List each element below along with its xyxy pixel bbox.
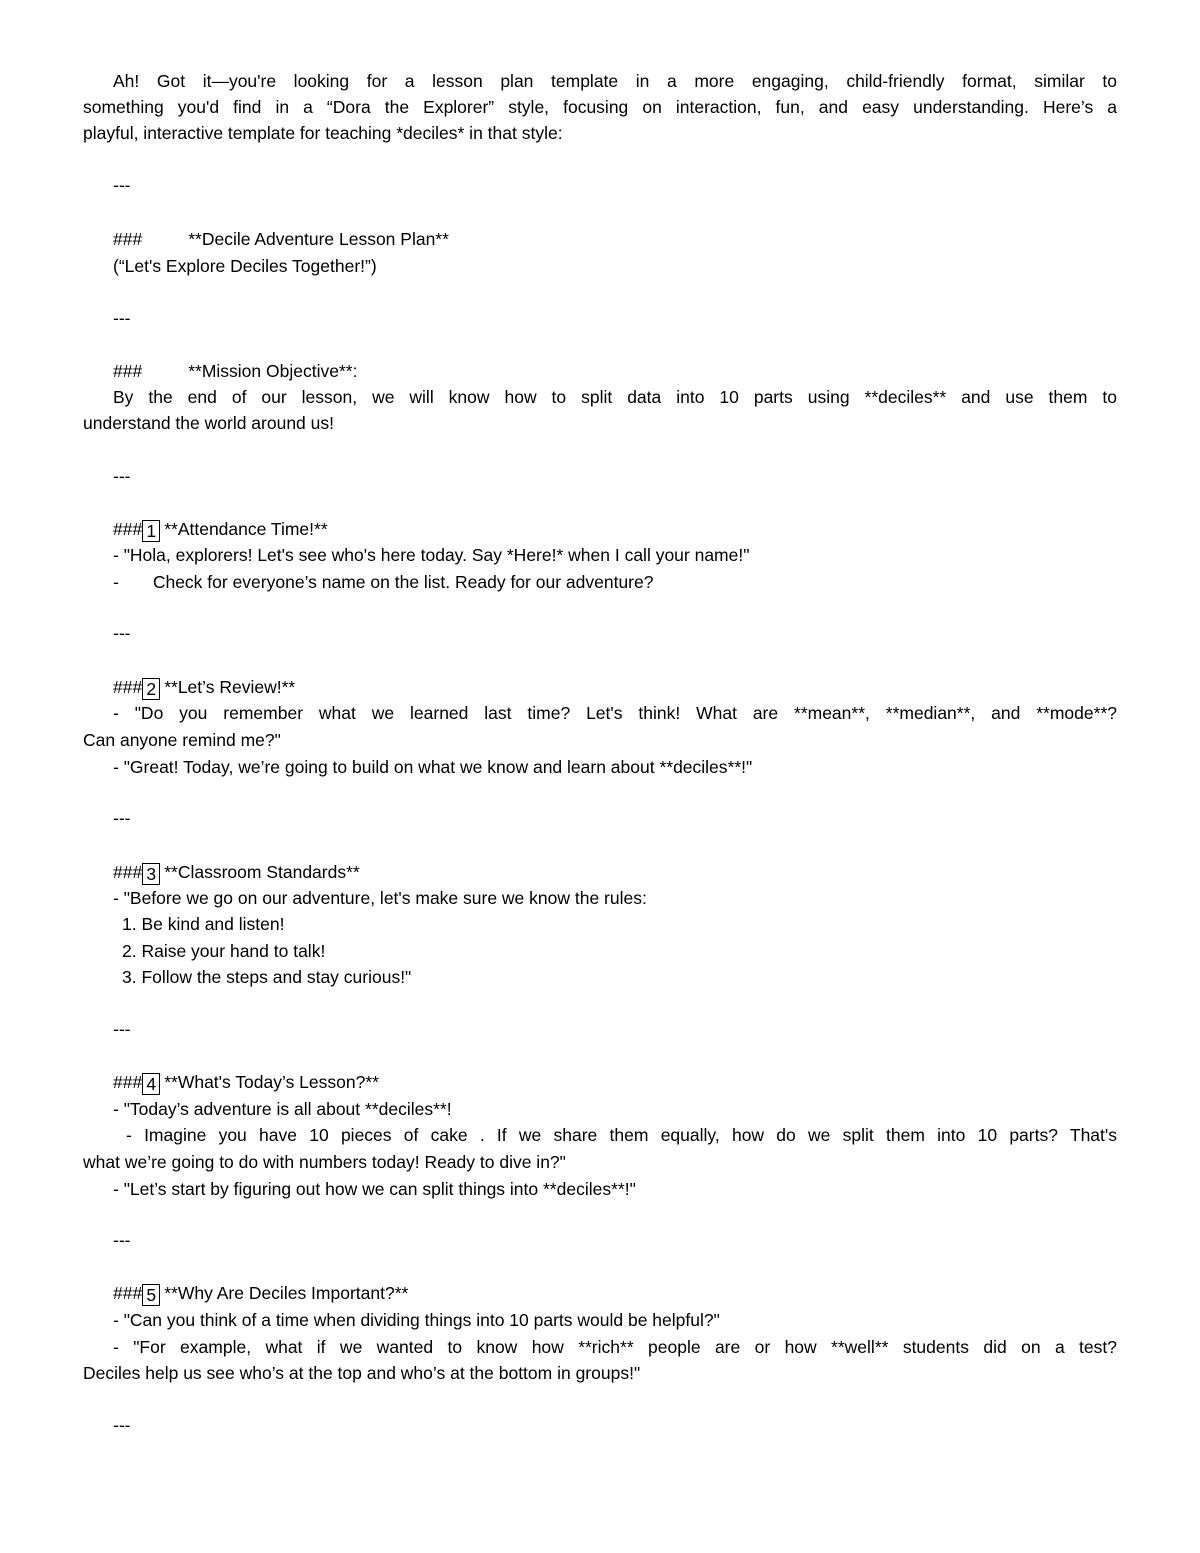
section-line: - "Great! Today, we’re going to build on what we know and learn about **deciles**!" [113,757,753,777]
separator: --- [113,175,131,195]
list-item: 2. Raise your hand to talk! [122,941,326,961]
section-line: - "Can you think of a time when dividing things into 10 parts would be helpful?" [113,1310,720,1330]
section-line: - "Let’s start by figuring out how we can split things into **deciles**!" [113,1179,636,1199]
title-heading [113,226,1117,252]
objective-line-2: understand the world around us! [83,413,334,433]
section-title: **Classroom Standards** [164,862,360,882]
section-title: **Why Are Deciles Important?** [164,1283,409,1303]
separator: --- [113,623,131,643]
section-line: - "Today’s adventure is all about **deciles**! [113,1099,452,1119]
title-text: **Decile Adventure Lesson Plan** [188,229,449,249]
section-hashes: ### [113,519,143,539]
section-number: 4 [142,1073,160,1095]
section-number: 2 [142,678,160,700]
bullet-dash: - [113,572,119,592]
objective-heading-text: **Mission Objective**: [188,361,358,381]
section-title: **What's Today’s Lesson?** [164,1072,379,1092]
section-hashes: ### [113,677,143,697]
section-title: **Let’s Review!** [164,677,296,697]
list-item: 3. Follow the steps and stay curious!" [122,967,412,987]
section-line: Deciles help us see who’s at the top and who’s at the bottom in groups!" [83,1363,641,1383]
section-line: - Imagine you have 10 pieces of cake . If we share them equally, how do we split them into 10 parts? That's [126,1125,1117,1145]
title-subtitle: (“Let's Explore Deciles Together!”) [113,256,377,276]
section-hashes: ### [113,1072,143,1092]
objective-heading [113,358,1117,384]
separator: --- [113,308,131,328]
section-line: - "Before we go on our adventure, let's make sure we know the rules: [113,888,647,908]
section-line: - "Hola, explorers! Let's see who's here today. Say *Here!* when I call your name!" [113,545,750,565]
section-title: **Attendance Time!** [164,519,328,539]
section-line: what we’re going to do with numbers today! Ready to dive in?" [83,1152,566,1172]
separator: --- [113,1019,131,1039]
section-number: 5 [142,1284,160,1306]
section-line [113,569,1117,595]
separator: --- [113,808,131,828]
section-heading [113,859,1117,885]
list-item: 1. Be kind and listen! [122,914,285,934]
separator: --- [113,1230,131,1250]
intro-line-1: Ah! Got it—you're looking for a lesson plan template in a more engaging, child-friendly format, similar to [113,71,1117,91]
section-line-text: Check for everyone’s name on the list. Ready for our adventure? [152,572,654,592]
title-hashes: ### [113,229,143,249]
section-number: 1 [142,520,160,542]
section-hashes: ### [113,862,143,882]
intro-line-3: playful, interactive template for teaching *deciles* in that style: [83,123,563,143]
section-line: - "For example, what if we wanted to know how **rich** people are or how **well** students did on a test? [113,1337,1117,1357]
section-heading [113,1280,1117,1306]
separator: --- [113,466,131,486]
section-number: 3 [142,863,160,885]
objective-line-1: By the end of our lesson, we will know how to split data into 10 parts using **deciles** and use them to [113,387,1117,407]
section-line: - "Do you remember what we learned last time? Let's think! What are **mean**, **median**, and **mode**? [113,703,1117,723]
section-heading [113,516,1117,542]
section-heading [113,674,1117,700]
objective-hashes: ### [113,361,143,381]
section-hashes: ### [113,1283,143,1303]
section-line: Can anyone remind me?" [83,730,281,750]
separator: --- [113,1415,131,1435]
section-heading [113,1069,1117,1095]
intro-line-2: something you'd find in a “Dora the Explorer” style, focusing on interaction, fun, and easy understanding. Here’s a [83,97,1117,117]
